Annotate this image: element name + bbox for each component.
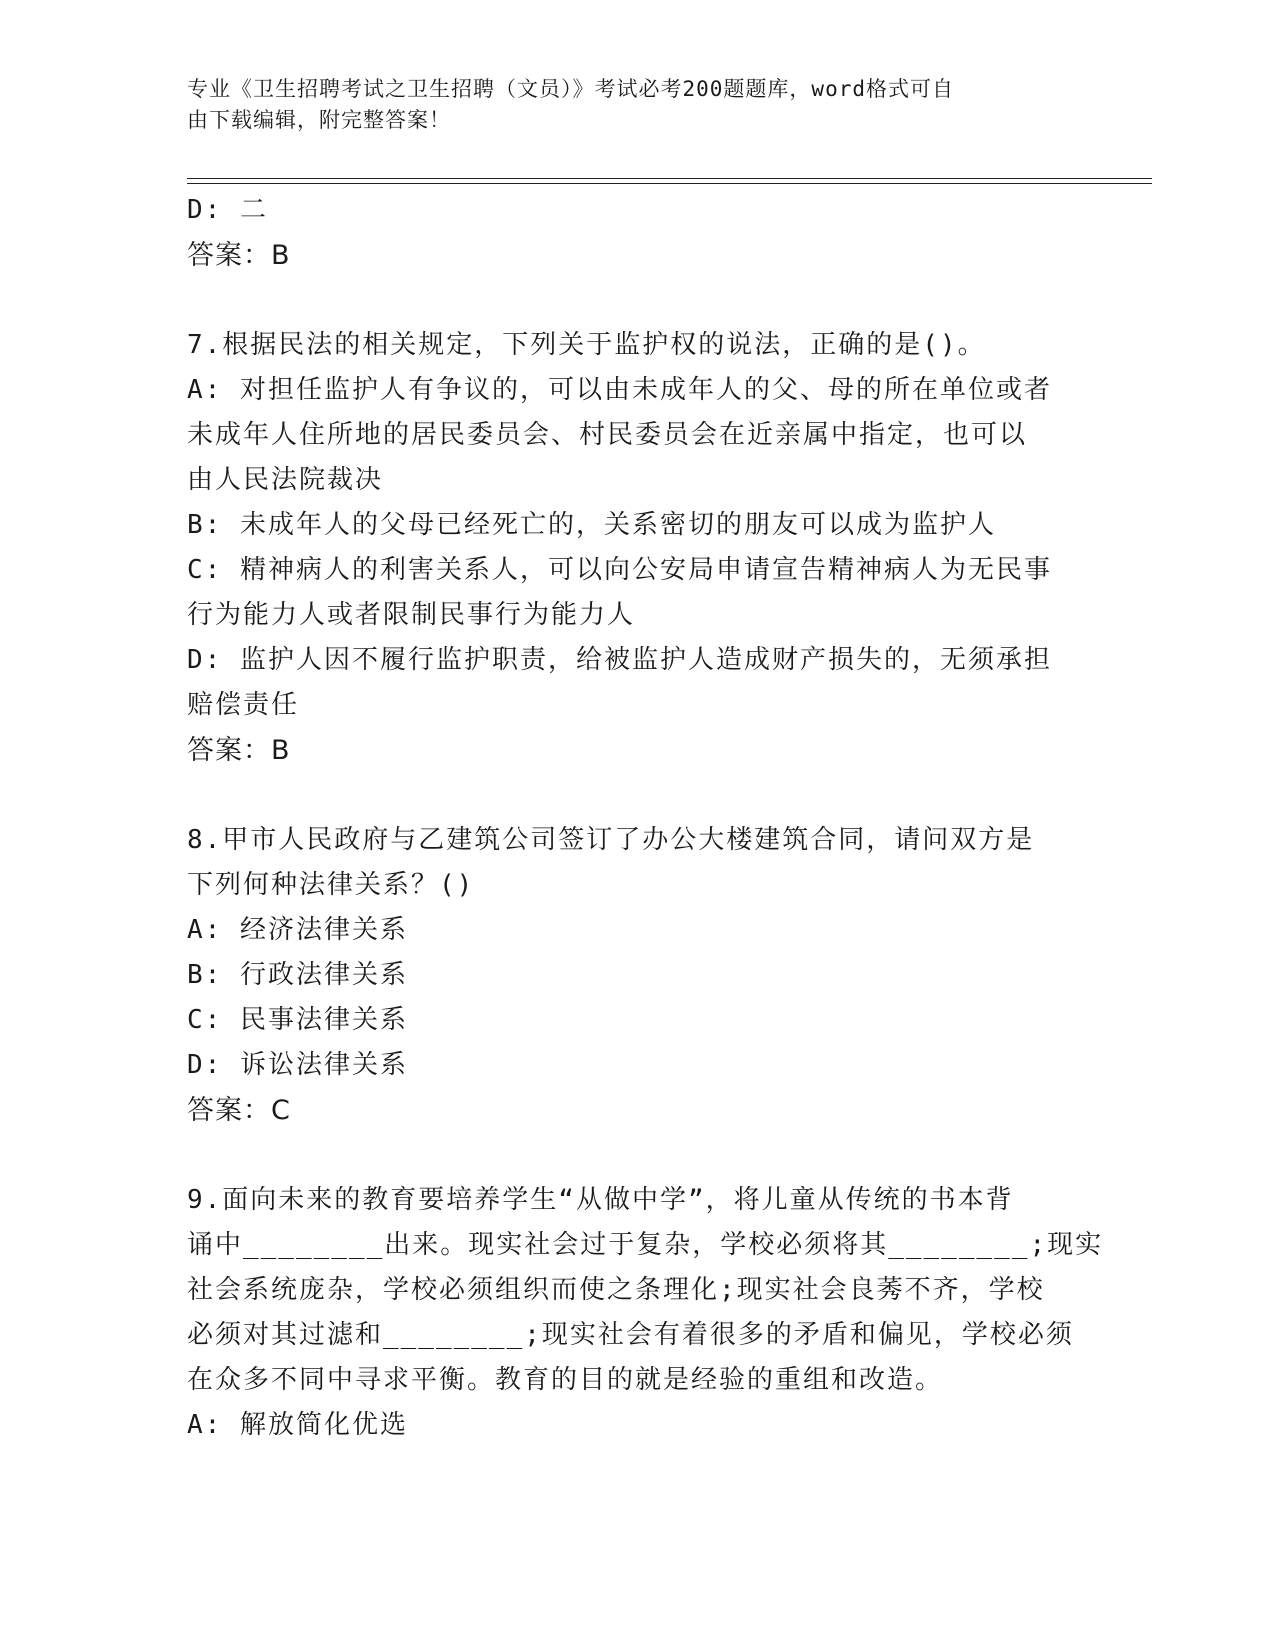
q8-stem-line-1: 8.甲市人民政府与乙建筑公司签订了办公大楼建筑合同，请问双方是 [187, 825, 1035, 855]
question-8 [187, 818, 1077, 1133]
q9-option-a: A: 解放简化优选 [187, 1410, 408, 1440]
q8-stem-line-2: 下列何种法律关系？() [187, 870, 475, 900]
q7-option-a-line-1: A: 对担任监护人有争议的，可以由未成年人的父、母的所在单位或者 [187, 375, 1052, 405]
spacer [187, 278, 1077, 323]
q7-option-d-line-2: 赔偿责任 [187, 690, 300, 720]
q7-option-b: B: 未成年人的父母已经死亡的，关系密切的朋友可以成为监护人 [187, 510, 996, 540]
q7-option-c-line-1: C: 精神病人的利害关系人，可以向公安局申请宣告精神病人为无民事 [187, 555, 1052, 585]
question-9 [187, 1178, 1104, 1448]
q7-option-a-line-2: 未成年人住所地的居民委员会、村民委员会在近亲属中指定，也可以 [187, 420, 1028, 450]
q9-stem-line-2: 诵中________出来。现实社会过于复杂，学校必须将其________;现实 [187, 1230, 1104, 1260]
header-line-2: 由下载编辑，附完整答案！ [187, 108, 451, 132]
header-rule-bottom [187, 183, 1152, 184]
q8-answer: 答案：C [187, 1095, 291, 1126]
q8-option-c: C: 民事法律关系 [187, 1005, 408, 1035]
q7-option-c-line-2: 行为能力人或者限制民事行为能力人 [187, 600, 636, 630]
header-rule-top [187, 178, 1152, 179]
q9-stem-line-1: 9.面向未来的教育要培养学生“从做中学”，将儿童从传统的书本背 [187, 1185, 1014, 1215]
q9-stem-line-3: 社会系统庞杂，学校必须组织而使之条理化;现实社会良莠不齐，学校 [187, 1275, 1045, 1305]
document-header [187, 74, 1067, 136]
q7-option-d-line-1: D: 监护人因不履行监护职责，给被监护人造成财产损失的，无须承担 [187, 645, 1052, 675]
q9-stem-line-4: 必须对其过滤和________;现实社会有着很多的矛盾和偏见，学校必须 [187, 1320, 1074, 1350]
question-content [187, 188, 1104, 1448]
q7-stem: 7.根据民法的相关规定，下列关于监护权的说法，正确的是()。 [187, 330, 986, 360]
spacer [187, 1133, 1077, 1178]
q8-option-d: D: 诉讼法律关系 [187, 1050, 408, 1080]
q8-option-b: B: 行政法律关系 [187, 960, 408, 990]
q6-option-d: D: 二 [187, 195, 268, 225]
q9-stem-line-5: 在众多不同中寻求平衡。教育的目的就是经验的重组和改造。 [187, 1365, 944, 1395]
q8-option-a: A: 经济法律关系 [187, 915, 408, 945]
spacer [187, 773, 1077, 818]
question-7 [187, 323, 1077, 773]
header-line-1: 专业《卫生招聘考试之卫生招聘（文员）》考试必考200题题库，word格式可自 [187, 77, 954, 101]
q7-answer: 答案：B [187, 735, 291, 766]
q6-answer: 答案：B [187, 240, 291, 271]
q7-option-a-line-3: 由人民法院裁决 [187, 465, 384, 495]
